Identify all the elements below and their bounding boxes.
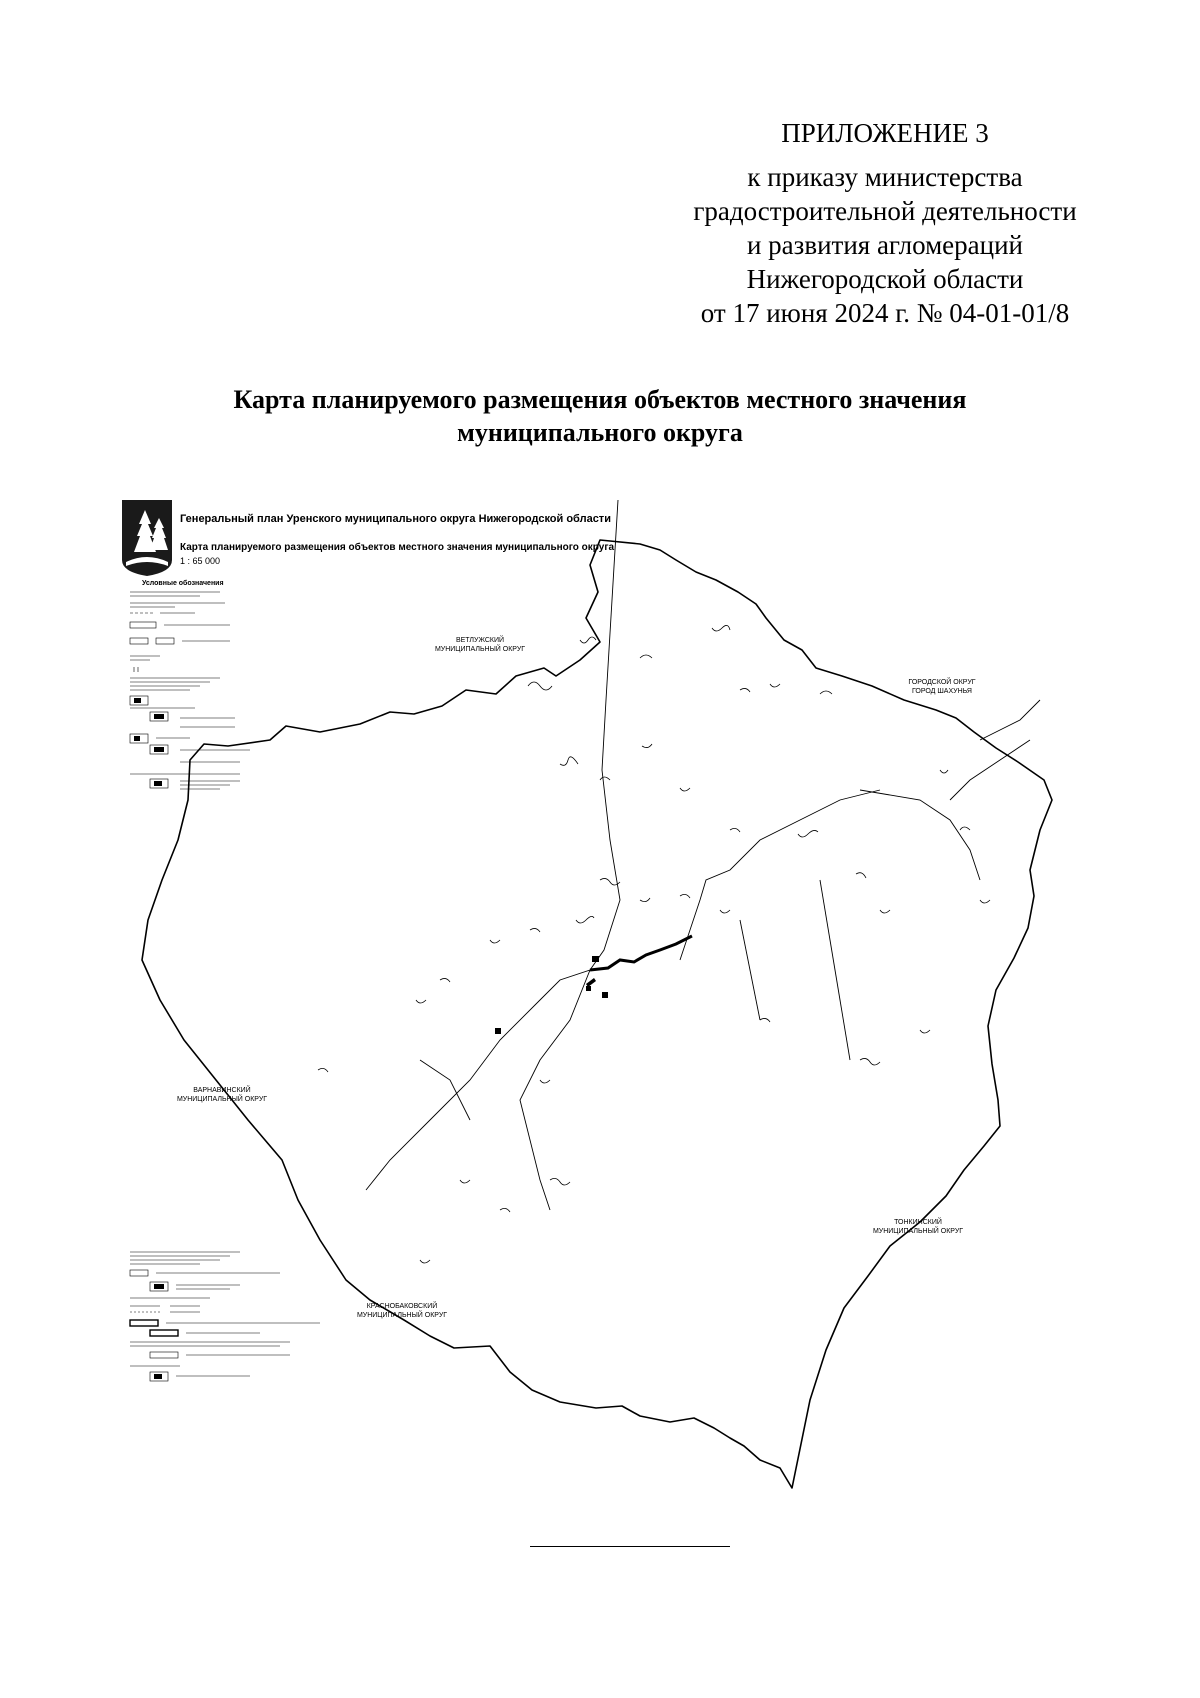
- coat-of-arms-icon: [122, 500, 172, 576]
- settlements: [318, 625, 990, 1263]
- annex-line: и развития агломераций: [746, 230, 1023, 260]
- neighbor-label: ВЕТЛУЖСКИЙ: [455, 637, 505, 644]
- neighbor-label: МУНИЦИПАЛЬНЫЙ ОКРУГ: [356, 1312, 448, 1319]
- roads: [366, 500, 1040, 1210]
- neighbor-label: КРАСНОБАКОВСКИЙ: [366, 1303, 438, 1310]
- document-title-line: Карта планируемого размещения объектов местного значения: [233, 385, 967, 414]
- neighbor-label: ТОНКИНСКИЙ: [894, 1219, 942, 1226]
- legend-title: Условные обозначения: [142, 580, 224, 587]
- planning-map: [120, 500, 1120, 1520]
- annex-line: к приказу министерства: [747, 162, 1023, 192]
- planned-objects: [495, 956, 608, 1034]
- neighbor-label: МУНИЦИПАЛЬНЫЙ ОКРУГ: [434, 646, 526, 653]
- neighbor-label: ГОРОД ШАХУНЬЯ: [912, 688, 972, 695]
- neighbor-label: МУНИЦИПАЛЬНЫЙ ОКРУГ: [872, 1228, 964, 1235]
- map-canvas: [120, 500, 1120, 1520]
- bottom-divider: [530, 1546, 730, 1547]
- annex-reference: [650, 160, 1120, 330]
- annex-line: Нижегородской области: [746, 264, 1024, 294]
- neighbor-labels: [177, 635, 976, 1319]
- map-subtitle: Карта планируемого размещения объектов местного значения муниципального округа: [180, 542, 615, 553]
- main-highway: [590, 936, 692, 970]
- neighbor-label: ГОРОДСКОЙ ОКРУГ: [908, 679, 976, 686]
- neighbor-label: МУНИЦИПАЛЬНЫЙ ОКРУГ: [176, 1096, 268, 1103]
- legend-bottom: [130, 1252, 320, 1381]
- map-scale: 1 : 65 000: [180, 556, 221, 566]
- neighbor-label: ВАРНАВИНСКИЙ: [193, 1087, 251, 1094]
- legend-top: [130, 579, 250, 789]
- map-title: Генеральный план Уренского муниципального округа Нижегородской области: [180, 513, 611, 525]
- annex-line: градостроительной деятельности: [693, 196, 1077, 226]
- document-title: [130, 383, 1070, 449]
- annex-title: ПРИЛОЖЕНИЕ 3: [781, 118, 989, 148]
- annex-line: от 17 июня 2024 г. № 04-01-01/8: [700, 298, 1070, 328]
- document-title-line: муниципального округа: [457, 418, 743, 447]
